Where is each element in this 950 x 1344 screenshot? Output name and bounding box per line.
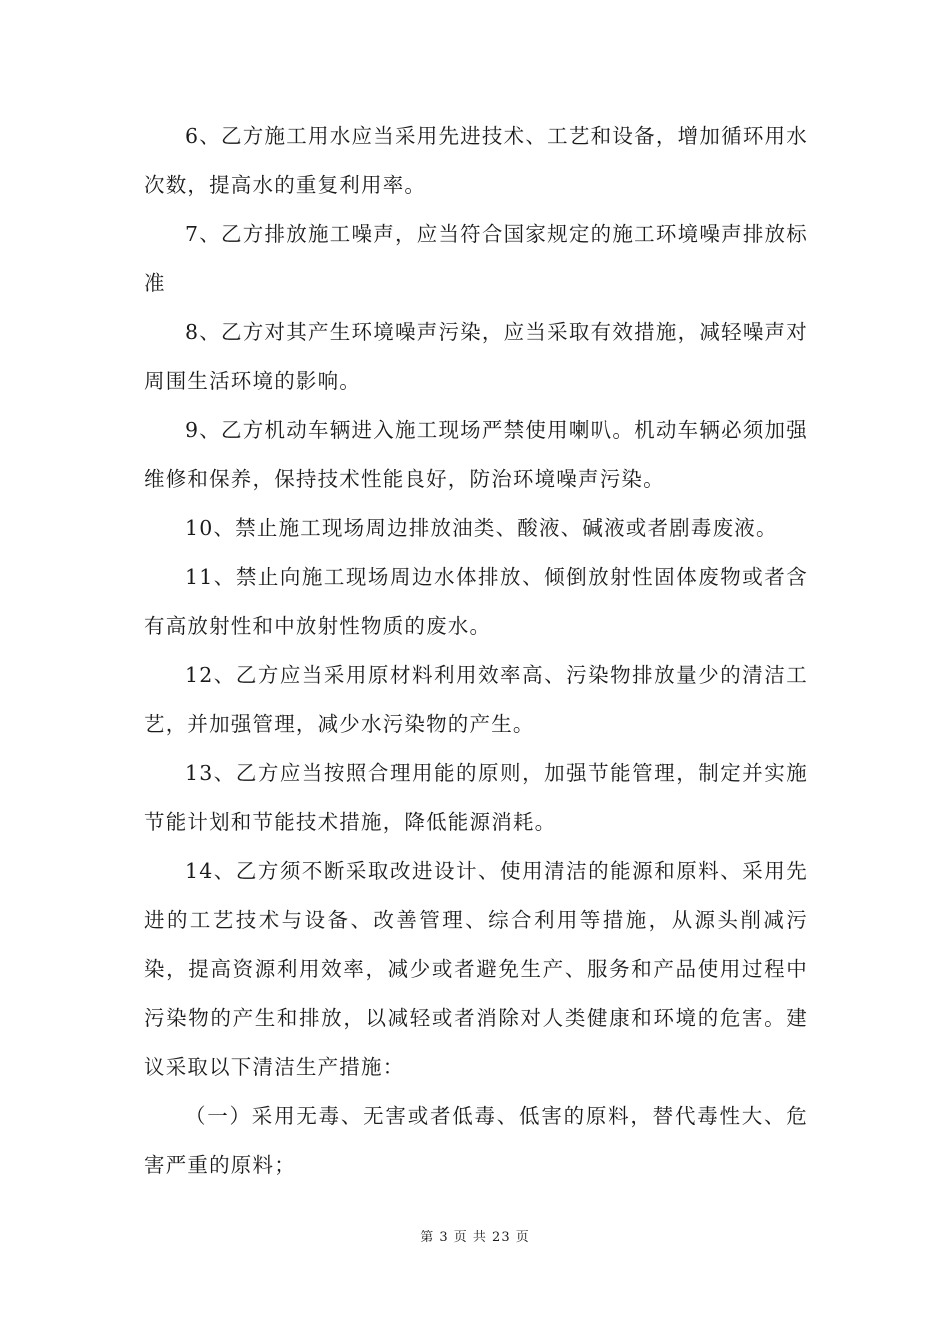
paragraph-11: 11、禁止向施工现场周边水体排放、倾倒放射性固体废物或者含有高放射性和中放射性物质的废水。 xyxy=(144,565,808,638)
paragraph-sub-1: （一）采用无毒、无害或者低毒、低害的原料，替代毒性大、危害严重的原料； xyxy=(144,1104,808,1177)
paragraph-12: 12、乙方应当采用原材料利用效率高、污染物排放量少的清洁工艺，并加强管理，减少水污染物的产生。 xyxy=(144,663,808,736)
paragraph-8: 8、乙方对其产生环境噪声污染，应当采取有效措施，减轻噪声对周围生活环境的影响。 xyxy=(144,320,808,393)
paragraph-13: 13、乙方应当按照合理用能的原则，加强节能管理，制定并实施节能计划和节能技术措施，降低能源消耗。 xyxy=(144,761,808,834)
paragraph-10: 10、禁止施工现场周边排放油类、酸液、碱液或者剧毒废液。 xyxy=(185,516,778,540)
paragraph-9: 9、乙方机动车辆进入施工现场严禁使用喇叭。机动车辆必须加强维修和保养，保持技术性能良好，防治环境噪声污染。 xyxy=(144,418,808,491)
page-number-footer: 第 3 页 共 23 页 xyxy=(420,1230,530,1245)
document-body xyxy=(144,112,808,1190)
paragraph-14: 14、乙方须不断采取改进设计、使用清洁的能源和原料、采用先进的工艺技术与设备、改善管理、综合利用等措施，从源头削减污染，提高资源利用效率，减少或者避免生产、服务和产品使用过程中污染物的产生和排放，以减轻或者消除对人类健康和环境的危害。建议采取以下清洁生产措施： xyxy=(144,859,808,1079)
paragraph-7: 7、乙方排放施工噪声，应当符合国家规定的施工环境噪声排放标准 xyxy=(144,222,808,295)
paragraph-6: 6、乙方施工用水应当采用先进技术、工艺和设备，增加循环用水次数，提高水的重复利用率。 xyxy=(144,124,808,197)
